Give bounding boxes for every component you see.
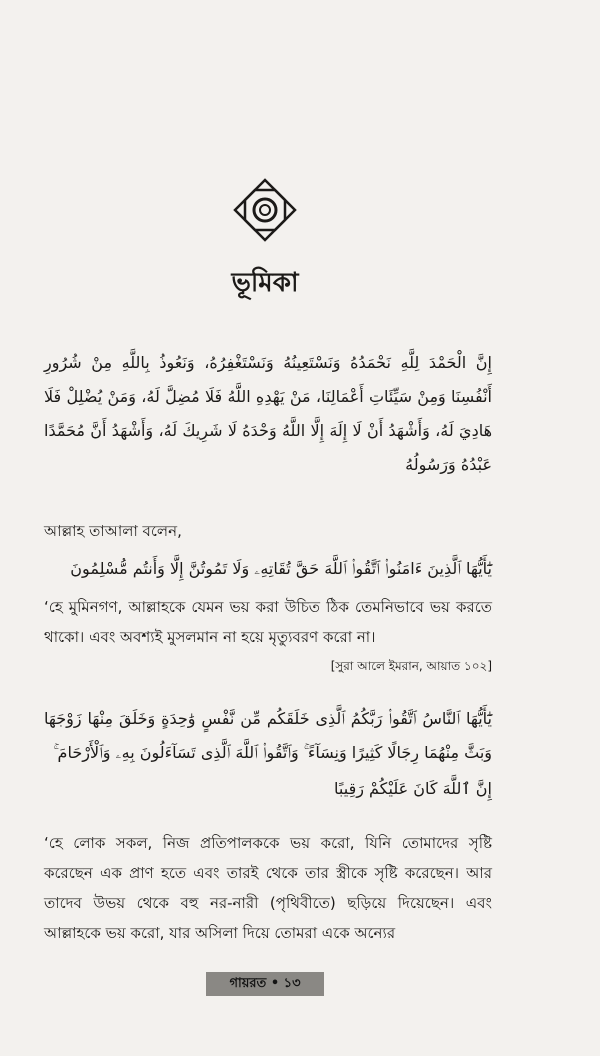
page-title: ভূমিকা — [231, 268, 299, 298]
verse2-arabic-end: إِنَّ ٱللَّهَ كَانَ عَلَيْكُمْ رَقِيبًا — [334, 779, 492, 798]
verse2-arabic: يَٰٓأَيُّهَا ٱلنَّاسُ ٱتَّقُوا۟ رَبَّكُمُ ٱلَّذِى خَلَقَكُم مِّن نَّفْسٍ وَٰحِدَةٍ وَخَلَقَ مِنْهَا زَوْجَهَا وَبَثَّ مِنْهُمَا رِجَالًا كَثِيرًا وَنِسَآءً ۚ وَٱتَّقُوا۟ ٱللَّهَ ٱلَّذِى تَسَآءَلُونَ بِهِۦ وَٱلْأَرْحَامَ ۚ — [44, 709, 492, 762]
verse1-reference: [সুরা আলে ইমরান, আয়াত ১০২] — [330, 659, 492, 673]
verse1-arabic: يَٰٓأَيُّهَا ٱلَّذِينَ ءَامَنُوا۟ ٱتَّقُوا۟ ٱللَّهَ حَقَّ تُقَاتِهِۦ وَلَا تَمُوتُنَّ إِلَّا وَأَنتُم مُّسْلِمُونَ — [70, 559, 492, 578]
verse1-translation: ‘হে মুমিনগণ, আল্লাহকে যেমন ভয় করা উচিত ঠিক তেমনিভাবে ভয় করতে থাকো। এবং অবশ্যই মুসলমান না হয়ে মৃত্যুবরণ করো না। — [44, 598, 492, 646]
intro-sermon-arabic: إِنَّ الْحَمْدَ لِلَّهِ نَحْمَدُهُ وَنَسْتَعِينُهُ وَنَسْتَغْفِرُهُ، وَنَعُوذُ بِاللَّهِ مِنْ شُرُورِ أَنْفُسِنَا وَمِنْ سَيِّئَاتِ أَعْمَالِنَا، مَنْ يَهْدِهِ اللَّهُ فَلَا مُضِلَّ لَهُ، وَمَنْ يُضْلِلْ فَلَا هَادِيَ لَهُ، وَأَشْهَدُ أَنْ لَا إِلَهَ إِلَّا اللَّهُ وَحْدَهُ لَا شَرِيكَ لَهُ، وَأَشْهَدُ أَنَّ مُحَمَّدًا عَبْدُهُ وَرَسُولُهُ — [44, 353, 492, 474]
star-octagon-ornament-icon — [233, 178, 297, 242]
verse2-translation: ‘হে লোক সকল, নিজ প্রতিপালককে ভয় করো, যিনি তোমাদের সৃষ্টি করেছেন এক প্রাণ হতে এবং তারই থেকে তার স্ত্রীকে সৃষ্টি করেছেন। আর তাদেব উভয় থেকে বহু নর-নারী (পৃথিবীতে) ছড়িয়ে দিয়েছেন। এবং আল্লাহকে ভয় করো, যার অসিলা দিয়ে তোমরা একে অন্যের — [44, 834, 492, 942]
allah-says-line: আল্লাহ তাআলা বলেন, — [44, 522, 182, 540]
page-footer: গায়রত • ১৩ — [206, 972, 324, 996]
